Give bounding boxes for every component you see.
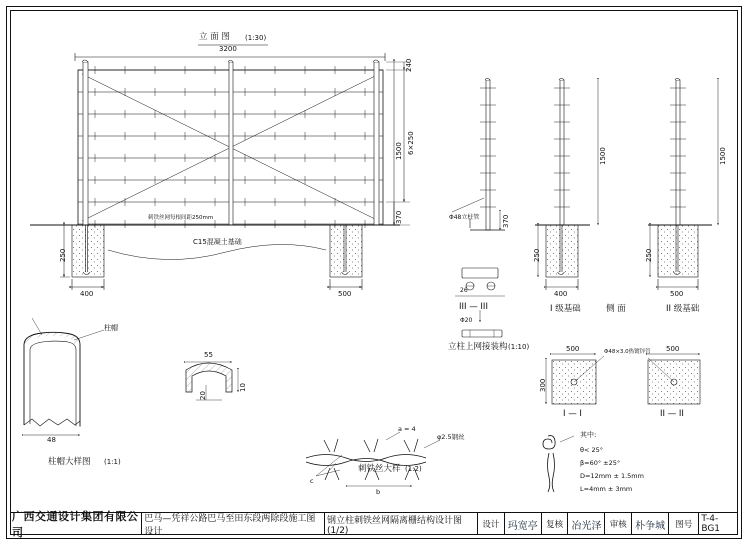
foundation-ii-depth-dim: 250 (645, 248, 653, 262)
note-line-1: θ< 25° (580, 446, 604, 454)
drawing-number-value: T-4-BG1 (701, 514, 721, 534)
side-view-title: 侧 面 (606, 304, 626, 314)
connector-dim: 26 (460, 287, 468, 294)
post-cap-detail-scale: (1:1) (104, 458, 121, 466)
elevation-top-span-dim: 3200 (219, 45, 237, 53)
cap-section-width-dim: 55 (204, 351, 213, 359)
company-name: 广西交通设计集团有限公司 (10, 513, 142, 535)
elevation-embed-dim: 370 (395, 210, 403, 224)
elevation-left-base-width-dim: 400 (80, 290, 94, 298)
cap-section-height-dim: 10 (239, 383, 247, 392)
cap-callout-label: 柱帽 (104, 324, 118, 332)
galvanized-pipe-note: Φ48×3.0热镀锌管 (604, 349, 651, 355)
notes-title: 其中: (580, 431, 597, 439)
barb-angle-c-label: c (310, 477, 314, 485)
note-line-2: β=60° ±25° (580, 459, 621, 467)
foundation-i-height-dim: 1500 (599, 147, 607, 165)
post-top-connection-title: 立柱上网接装构 (448, 342, 508, 352)
foundation-i-depth-dim: 250 (533, 248, 541, 262)
elevation-right-base-width-dim: 500 (338, 290, 352, 298)
section-ii-ii-title: II — II (660, 409, 684, 419)
foundation-ii-height-dim: 1500 (719, 147, 727, 165)
foundation-ii-width-dim: 500 (670, 290, 684, 298)
barb-count-label: a = 4 (398, 425, 416, 433)
note-line-4: L=4mm ± 3mm (580, 485, 633, 493)
check-signature: 冶光泽 (568, 513, 605, 535)
barb-spacing-note: 刺铁丝网每根间距250mm (148, 215, 214, 221)
foundation-i-title: I 级基础 (550, 304, 581, 314)
barb-spacing-b-label: b (376, 488, 381, 496)
post-pipe-callout: Φ48立柱管 (449, 214, 480, 221)
foundation-i-width-dim: 400 (554, 290, 568, 298)
cap-section-inner-dim: 20 (199, 391, 207, 400)
post-top-connection-scale: (1:10) (508, 343, 530, 351)
barbed-wire-detail-title: 刺铁丝大样 (358, 464, 401, 474)
section-ii-ii-width-dim: 500 (666, 345, 680, 353)
cap-outer-dia-dim: 48 (47, 436, 56, 444)
project-name: 巴马—凭祥公路巴马至田东段两除段施工图设计 (142, 513, 325, 535)
design-signature: 玛宽亭 (505, 513, 542, 535)
drawing-number-label: 图号 (669, 513, 699, 535)
section-i-i-height-dim: 300 (539, 378, 547, 392)
elevation-view-scale: (1:30) (245, 34, 267, 42)
section-iii-title: III — III (459, 302, 488, 312)
approve-label: 审核 (605, 513, 632, 535)
title-block (10, 510, 738, 539)
barbed-wire-detail-scale: (1:2) (405, 465, 422, 473)
note-line-3: D=12mm ± 1.5mm (580, 472, 644, 480)
elevation-sub-height-dim: 6×250 (407, 131, 415, 155)
foundation-ii-title: II 级基础 (666, 304, 700, 314)
approve-signature: 朴争城 (632, 513, 669, 535)
section-i-i-width-dim: 500 (566, 345, 580, 353)
elevation-view-title: 立 面 图 (199, 32, 230, 42)
section-i-i-title: I — I (563, 409, 582, 419)
check-label: 复核 (542, 513, 569, 535)
elevation-top-offset-dim: 240 (405, 58, 413, 72)
drawing-title: 钢立柱刺铁丝网隔离栅结构设计图(1/2) (325, 513, 478, 535)
concrete-foundation-note: C15混凝土基础 (193, 238, 242, 246)
elevation-total-height-dim: 1500 (395, 142, 403, 160)
elevation-foundation-depth-dim: 250 (59, 248, 67, 262)
post-cap-detail-title: 柱帽大样图 (48, 457, 91, 467)
design-label: 设计 (478, 513, 505, 535)
bar-phi-callout: Φ20 (460, 317, 473, 324)
section-iii-depth-dim: 370 (502, 214, 510, 228)
wire-diameter-label: φ2.5钢丝 (437, 433, 465, 441)
